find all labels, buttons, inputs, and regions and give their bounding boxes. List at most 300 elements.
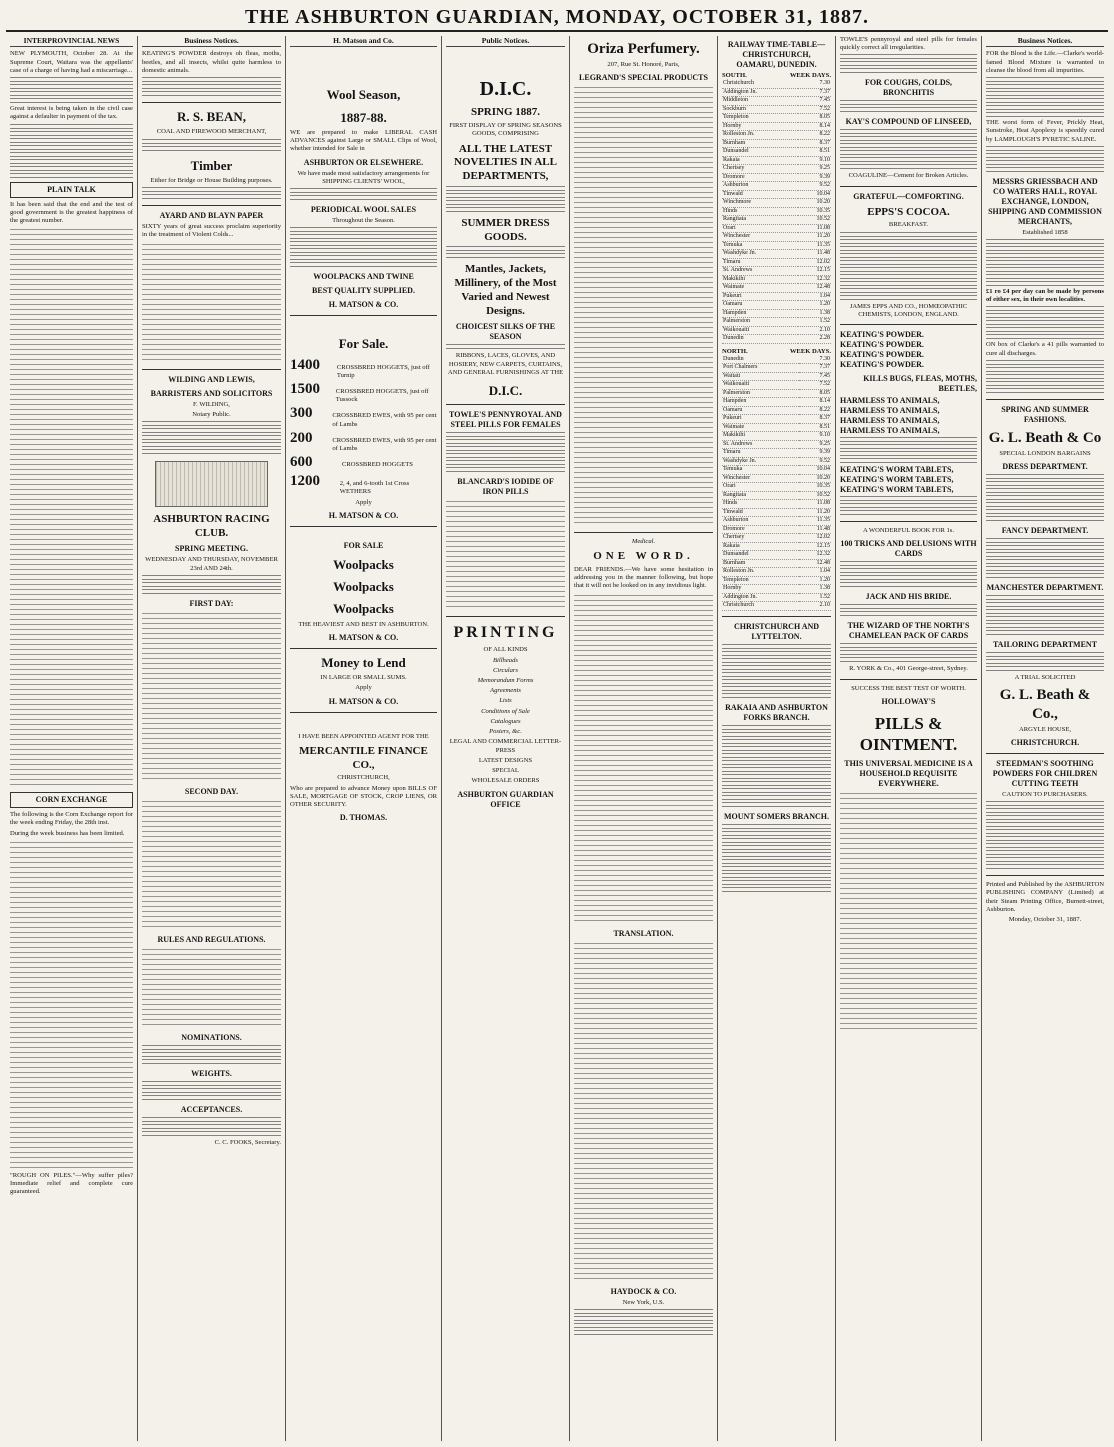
mercantile-heading: MERCANTILE FINANCE CO., xyxy=(299,744,428,771)
special-london: SPECIAL LONDON BARGAINS xyxy=(999,449,1091,457)
one-word-heading: ONE WORD. xyxy=(593,550,694,563)
station-name: Timaru xyxy=(722,449,799,458)
station-name: Christchurch xyxy=(722,80,798,88)
kays-heading: KAY'S COMPOUND OF LINSEED, xyxy=(845,117,972,127)
station-name: Hornby xyxy=(722,122,798,131)
sale-description: CROSSBRED EWES, with 95 per cent of Lambs xyxy=(332,436,437,453)
timetable-row xyxy=(722,551,831,560)
wholesale-text: WHOLESALE ORDERS xyxy=(471,777,540,785)
station-time: 7.30 xyxy=(798,80,831,88)
wilding-heading: WILDING AND LEWIS, xyxy=(168,374,255,384)
racing-horse-engraving xyxy=(155,461,268,507)
station-name: Winchester xyxy=(722,233,798,242)
latest-designs: LATEST DESIGNS xyxy=(478,756,533,764)
matson-signature: H. MATSON & CO. xyxy=(328,510,399,520)
station-name: Dunsandel xyxy=(722,148,798,157)
station-time: 10.20 xyxy=(798,199,831,208)
keating-line: KEATING'S POWDER. xyxy=(840,350,924,360)
timetable-row xyxy=(722,284,831,293)
special-text: SPECIAL xyxy=(492,767,519,775)
first-display: FIRST DISPLAY OF SPRING SEASONS GOODS, COMPRISING xyxy=(449,122,562,138)
beath-heading: G. L. Beath & Co xyxy=(988,429,1102,446)
timetable-row xyxy=(722,449,831,458)
station-name: Addington Jn. xyxy=(722,593,799,602)
timetable-row xyxy=(722,309,831,318)
station-name: Hornby xyxy=(722,585,799,594)
wilding-name: F. WILDING, xyxy=(193,400,230,408)
sale-quantity: 1200 xyxy=(290,473,320,490)
blood-notice: FOR the Blood is the Life.—Clarke's world-famed Blood Mixture is warranted to cleanse the blood from all impurities. xyxy=(986,50,1104,74)
for-sale-heading-2: FOR SALE xyxy=(343,540,384,550)
timetable-row xyxy=(722,423,831,432)
station-name: Dunsandel xyxy=(722,551,799,560)
secretary-signature: C. C. FOOKS, Secretary. xyxy=(214,1138,281,1146)
week-days-label: WEEK DAYS. xyxy=(789,72,831,79)
station-time: 8.05 xyxy=(799,389,832,398)
timetable-row xyxy=(722,406,831,415)
section-heading: INTERPROVINCIAL NEWS xyxy=(10,36,133,47)
station-name: Rakaia xyxy=(722,156,798,165)
station-time: 10.04 xyxy=(798,190,831,199)
timetable-row xyxy=(722,250,831,259)
wizard-heading: THE WIZARD OF THE NORTH'S CHAMELEAN PACK OF CARDS xyxy=(847,621,970,641)
timetable-row xyxy=(722,508,831,517)
station-time: 8.05 xyxy=(798,114,831,123)
timetable-row xyxy=(722,364,831,373)
keating-line: KEATING'S POWDER. xyxy=(840,360,924,370)
station-time: 10.04 xyxy=(799,466,832,475)
week-days-label: WEEK DAYS. xyxy=(789,347,831,355)
station-name: Winchester xyxy=(722,474,799,483)
bean-subtitle: COAL AND FIREWOOD MERCHANT, xyxy=(156,128,267,136)
station-name: Waikouaiti xyxy=(722,326,798,335)
wool-year: 1887-88. xyxy=(340,109,387,125)
station-time: 2.10 xyxy=(799,602,832,611)
christchurch-text: CHRISTCHURCH, xyxy=(337,774,390,782)
timetable-row xyxy=(722,182,831,191)
column-8 xyxy=(982,36,1108,1441)
station-time: 7.30 xyxy=(799,356,832,364)
medical-label: Medical. xyxy=(631,537,656,545)
railway-heading: RAILWAY TIME-TABLE—CHRISTCHURCH, OAMARU, DUNEDIN. xyxy=(727,40,826,69)
blancard-heading: BLANCARD'S IODIDE OF IRON PILLS xyxy=(457,477,554,497)
station-time: 11.48 xyxy=(799,525,832,534)
sale-row xyxy=(290,472,437,496)
haydock-heading: HAYDOCK & CO. xyxy=(610,1286,677,1296)
bean-name: R. S. BEAN, xyxy=(177,109,246,125)
imprint-date: Monday, October 31, 1887. xyxy=(1008,916,1082,924)
station-name: Palmerston xyxy=(722,389,799,398)
station-name: Hinds xyxy=(722,500,799,509)
keating-line: KEATING'S POWDER. xyxy=(840,340,924,350)
epps-heading: EPPS'S COCOA. xyxy=(867,205,950,218)
corn-exchange-heading: CORN EXCHANGE xyxy=(10,792,133,808)
station-name: Templeton xyxy=(722,576,799,585)
station-name: St. Andrews xyxy=(722,267,798,276)
universal-heading: THIS UNIVERSAL MEDICINE IS A HOUSEHOLD REQUISITE EVERYWHERE. xyxy=(844,759,973,789)
towle-heading: TOWLE'S PENNYROYAL AND STEEL PILLS FOR FEMALES xyxy=(449,410,562,430)
mantles-heading: Mantles, Jackets, Millinery, of the Most Varied and Newest Designs. xyxy=(454,263,557,317)
fancy-heading: FANCY DEPARTMENT. xyxy=(1001,525,1089,535)
plain-talk-heading: PLAIN TALK xyxy=(10,182,133,198)
periodical-text: Throughout the Season. xyxy=(332,217,395,225)
station-name: Dromore xyxy=(722,173,798,182)
imprint-text: Printed and Published by the ASHBURTON PUBLISHING COMPANY (Limited) at their Steam Printing Office, Burnett-street, Ashburton. xyxy=(986,881,1104,913)
dic-spring: SPRING 1887. xyxy=(470,106,541,119)
station-name: Winchmore xyxy=(722,199,798,208)
sale-quantity: 1500 xyxy=(290,381,320,397)
station-name: Rolleston Jn. xyxy=(722,131,798,140)
corn-paragraph: The following is the Corn Exchange report for the week ending Friday, the 28th inst. xyxy=(10,811,133,827)
news-paragraph: Great interest is being taken in the civil case against a defaulter in payment of the tax. xyxy=(10,105,133,121)
station-time: 1.04 xyxy=(798,292,831,301)
pills-ointment-heading: PILLS & OINTMENT. xyxy=(859,713,958,755)
station-name: St. Andrews xyxy=(722,440,799,449)
station-name: Palmerston xyxy=(722,318,798,327)
keating-notice: KEATING'S POWDER destroys oh fleas, moths, beetles, and all insects, whilst quite harmless to domestic animals. xyxy=(142,50,281,74)
timetable-row xyxy=(722,233,831,242)
station-name: Sockburn xyxy=(722,105,798,114)
timetable-row xyxy=(722,381,831,390)
one-word-paragraph: DEAR FRIENDS.—We have some hesitation in addressing you in the manner following, but hope that it will not be looked on in any invidious light. xyxy=(574,565,713,590)
station-time: 11.35 xyxy=(798,241,831,250)
sale-row xyxy=(290,429,437,453)
sale-description: CROSSBRED HOGGETS, just off Turnip xyxy=(336,363,430,379)
station-time: 10.52 xyxy=(799,491,832,500)
timetable-row xyxy=(722,542,831,551)
mercantile-paragraph: Who are prepared to advance Money upon BILLS OF SALE, MORTGAGE OF STOCK, CROP LIENS, OR OTHER SECURITY. xyxy=(290,784,437,808)
station-name: Orari xyxy=(722,224,798,233)
timetable-row xyxy=(722,500,831,509)
timetable-row xyxy=(722,207,831,216)
woolpacks-heading: Woolpacks xyxy=(333,579,394,595)
woolpacks-twine-heading: WOOLPACKS AND TWINE xyxy=(313,272,414,282)
wool-where: ASHBURTON OR ELSEWHERE. xyxy=(303,157,424,167)
translation-heading: TRANSLATION. xyxy=(613,928,674,938)
timetable-row xyxy=(722,122,831,131)
section-heading: Public Notices. xyxy=(446,36,565,47)
second-day-heading: SECOND DAY. xyxy=(184,786,239,796)
established-text: Established 1858 xyxy=(1022,228,1068,236)
station-time: 11.08 xyxy=(799,500,832,509)
station-time: 11.48 xyxy=(798,250,831,259)
station-time: 10.35 xyxy=(798,207,831,216)
timetable-row xyxy=(722,415,831,424)
sale-quantity: 300 xyxy=(290,405,313,422)
station-time: 8.22 xyxy=(798,131,831,140)
timetable-row xyxy=(722,389,831,398)
sale-description: CROSSBRED EWES, with 95 per cent of Lambs xyxy=(332,412,437,428)
sale-description: CROSSBRED HOGGETS xyxy=(342,461,413,469)
haydock-address: New York, U.S. xyxy=(622,1298,665,1306)
station-name: Pukeuri xyxy=(722,415,799,424)
latest-novelties: ALL THE LATEST NOVELTIES IN ALL DEPARTMENTS, xyxy=(454,142,557,183)
station-name: Waimate xyxy=(722,284,798,293)
sale-quantity: 200 xyxy=(290,429,313,446)
sale-row xyxy=(290,453,437,472)
trial-text: A TRIAL SOLICITED xyxy=(1014,673,1076,681)
oriza-address: 207, Rue St. Honoré, Paris, xyxy=(607,60,680,68)
station-name: Pukeuri xyxy=(722,292,798,301)
plain-talk-paragraph: It has been said that the end and the test of good government is the greatest happiness of the greatest number. xyxy=(10,200,133,225)
timetable-row xyxy=(722,534,831,543)
breakfast-label: BREAKFAST. xyxy=(888,221,929,229)
station-time: 8.51 xyxy=(799,423,832,432)
harmless-line: HARMLESS TO ANIMALS, xyxy=(840,416,940,426)
station-name: Templeton xyxy=(722,114,798,123)
thomas-signature: D. THOMAS. xyxy=(339,813,388,823)
timetable-row xyxy=(722,335,831,344)
woolpacks-heading: Woolpacks xyxy=(333,556,394,572)
clarke-notice: ON box of Clarke's a 41 pills warranted to cure all discharges. xyxy=(986,341,1104,357)
timetable-row xyxy=(722,568,831,577)
timetable-row xyxy=(722,432,831,441)
station-name: Oamaru xyxy=(722,301,798,310)
wool-results: We have made most satisfactory arrangements for SHIPPING CLIENTS' WOOL, xyxy=(297,169,430,185)
station-name: Timaru xyxy=(722,258,798,267)
timetable-row xyxy=(722,190,831,199)
print-item: Circulars xyxy=(492,666,519,674)
harmless-line: HARMLESS TO ANIMALS, xyxy=(840,406,940,416)
station-time: 1.52 xyxy=(799,593,832,602)
station-name: Port Chalmers xyxy=(722,364,799,373)
north-label: NORTH. xyxy=(722,347,748,355)
legal-text: LEGAL AND COMMERCIAL LETTER-PRESS xyxy=(449,738,562,754)
sale-description: CROSSBRED HOGGETS, just off Tussock xyxy=(335,388,429,404)
timetable-row xyxy=(722,292,831,301)
oriza-heading: Oriza Perfumery. xyxy=(587,41,700,57)
station-time: 9.10 xyxy=(799,432,832,441)
station-time: 12.02 xyxy=(799,534,832,543)
timetable-row xyxy=(722,440,831,449)
timetable-row xyxy=(722,258,831,267)
timetable-row xyxy=(722,318,831,327)
fever-notice: THE worst form of Fever, Prickly Heat, Sunstroke, Heat Apoplexy is speedily cured by LAMPLOUGH'S PYRETIC SALINE. xyxy=(986,119,1104,143)
station-name: Chertsey xyxy=(722,165,798,174)
print-items-list xyxy=(446,657,565,737)
timetable-row xyxy=(722,301,831,310)
station-name: Hampden xyxy=(722,309,798,318)
sale-row xyxy=(290,356,437,380)
heaviest-text: THE HEAVIEST AND BEST IN ASHBURTON. xyxy=(298,620,429,628)
station-name: Temuka xyxy=(722,466,799,475)
timetable-row xyxy=(722,241,831,250)
silks-heading: CHOICEST SILKS OF THE SEASON xyxy=(455,322,556,342)
timetable-row xyxy=(722,457,831,466)
station-time: 9.25 xyxy=(799,440,832,449)
timetable-row xyxy=(722,131,831,140)
matson-signature: H. MATSON & CO. xyxy=(328,632,399,642)
rules-heading: RULES AND REGULATIONS. xyxy=(157,934,266,944)
station-time: 7.37 xyxy=(798,88,831,97)
timetable-row xyxy=(722,88,831,97)
station-time: 1.38 xyxy=(799,585,832,594)
ayard-paragraph: SIXTY years of great success proclaim superiority in the treatment of Violent Colds... xyxy=(142,223,281,239)
station-time: 9.39 xyxy=(798,173,831,182)
timetable-row xyxy=(722,80,831,88)
south-label: SOUTH. xyxy=(722,72,747,79)
kills-heading: KILLS BUGS, FLEAS, MOTHS, BEETLES, xyxy=(863,374,977,394)
station-name: Temuka xyxy=(722,241,798,250)
timetable-south xyxy=(722,80,831,344)
timetable-row xyxy=(722,148,831,157)
station-time: 12.32 xyxy=(799,551,832,560)
sale-row xyxy=(290,404,437,428)
timetable-row xyxy=(722,224,831,233)
epps-company: JAMES EPPS AND CO., HOMŒOPATHIC CHEMISTS, LONDON, ENGLAND. xyxy=(849,302,968,318)
station-time: 1.20 xyxy=(799,576,832,585)
section-heading: Business Notices. xyxy=(142,36,281,47)
dress-heading: DRESS DEPARTMENT. xyxy=(1002,461,1088,471)
timetable-row xyxy=(722,139,831,148)
station-time: 1.20 xyxy=(798,301,831,310)
station-name: Waikouaiti xyxy=(722,381,799,390)
appointed-text: I HAVE BEEN APPOINTED AGENT FOR THE xyxy=(298,732,429,740)
timetable-row xyxy=(722,156,831,165)
keating-lines xyxy=(840,330,977,370)
income-notice: £1 ro £4 per day can be made by persons of either sex, in their own localities. xyxy=(986,288,1104,304)
station-name: Christchurch xyxy=(722,602,799,611)
station-time: 12.15 xyxy=(799,542,832,551)
column-4 xyxy=(442,36,570,1441)
station-time: 1.04 xyxy=(799,568,832,577)
timetable-north xyxy=(722,356,831,611)
print-item: Catalogues xyxy=(490,717,521,725)
mount-somers-heading: MOUNT SOMERS BRANCH. xyxy=(724,811,829,821)
timetable-row xyxy=(722,173,831,182)
timetable-row xyxy=(722,474,831,483)
station-name: Oamaru xyxy=(722,406,799,415)
jack-heading: JACK AND HIS BRIDE. xyxy=(865,592,952,602)
station-time: 10.20 xyxy=(799,474,832,483)
station-time: 9.25 xyxy=(798,165,831,174)
success-text: SUCCESS THE BEST TEST OF WORTH. xyxy=(851,684,966,692)
ch-lyttelton-heading: CHRISTCHURCH AND LYTTELTON. xyxy=(733,621,820,641)
timetable-row xyxy=(722,97,831,106)
station-name: Ashburton xyxy=(722,517,799,526)
towle-notice: TOWLE'S pennyroyal and steel pills for females quickly correct all irregularities. xyxy=(840,36,977,52)
station-time: 9.39 xyxy=(799,449,832,458)
section-heading: H. Matson and Co. xyxy=(290,36,437,47)
column-6 xyxy=(718,36,836,1441)
station-name: Hinds xyxy=(722,207,798,216)
station-time: 7.45 xyxy=(798,97,831,106)
station-name: Addington Jn. xyxy=(722,88,798,97)
station-name: Washdyke Jn. xyxy=(722,250,798,259)
for-sale-heading: For Sale. xyxy=(338,336,389,352)
timetable-row xyxy=(722,491,831,500)
station-time: 7.37 xyxy=(799,364,832,373)
station-time: 12.02 xyxy=(798,258,831,267)
station-time: 9.52 xyxy=(798,182,831,191)
news-paragraph: NEW PLYMOUTH, October 28. At the Supreme Court, Waitara was the appellants' case of a charge of having had a miscarriage... xyxy=(10,50,133,74)
legrand-heading: LEGRAND'S SPECIAL PRODUCTS xyxy=(579,72,708,82)
wonderful-book: A WONDERFUL BOOK FOR 1s. xyxy=(862,527,955,535)
summer-dress: SUMMER DRESS GOODS. xyxy=(461,216,550,243)
station-time: 10.35 xyxy=(799,483,832,492)
caution-heading: CAUTION TO PURCHASERS. xyxy=(1002,790,1088,798)
york-address: R. YORK & Co., 401 George-street, Sydney. xyxy=(849,665,968,673)
station-time: 7.52 xyxy=(798,105,831,114)
wool-paragraph: WE are prepared to make LIBERAL CASH ADVANCES against Large or SMALL Clips of Wool, whether intended for Sale in xyxy=(290,128,437,153)
wool-season-heading: Wool Season, xyxy=(326,87,401,103)
station-time: 12.32 xyxy=(798,275,831,284)
section-heading: Business Notices. xyxy=(986,36,1104,47)
timetable-row xyxy=(722,326,831,335)
coughs-heading: FOR COUGHS, COLDS, BRONCHITIS xyxy=(864,78,953,98)
station-time: 10.52 xyxy=(798,216,831,225)
timetable-row xyxy=(722,114,831,123)
station-name: Dromore xyxy=(722,525,799,534)
station-name: Dunedin xyxy=(722,335,798,344)
first-day-heading: FIRST DAY: xyxy=(189,598,234,608)
station-name: Hampden xyxy=(722,398,799,407)
tailoring-heading: TAILORING DEPARTMENT xyxy=(992,639,1098,649)
sale-row xyxy=(290,380,437,404)
grateful-heading: GRATEFUL—COMFORTING. xyxy=(853,191,964,201)
woolpacks-heading: Woolpacks xyxy=(333,601,394,617)
griessbach-heading: MESSRS GRIESSBACH AND CO WATERS HALL, ROYAL EXCHANGE, LONDON, SHIPPING AND COMMISSION MERCHANTS, xyxy=(988,176,1102,226)
station-time: 8.22 xyxy=(799,406,832,415)
print-item: Agreements xyxy=(490,687,521,695)
column-2 xyxy=(138,36,286,1441)
periodical-heading: PERIODICAL WOOL SALES xyxy=(310,205,417,215)
manchester-heading: MANCHESTER DEPARTMENT. xyxy=(986,582,1104,592)
printing-heading: PRINTING xyxy=(453,624,558,642)
timetable-row xyxy=(722,585,831,594)
station-time: 11.20 xyxy=(799,508,832,517)
station-time: 12.15 xyxy=(798,267,831,276)
timetable-row xyxy=(722,517,831,526)
station-name: Burnham xyxy=(722,559,799,568)
column-3 xyxy=(286,36,442,1441)
worm-tablet-line: KEATING'S WORM TABLETS, xyxy=(840,485,954,495)
column-1 xyxy=(6,36,138,1441)
print-item: Memorandum Forms xyxy=(477,677,534,684)
weights-heading: WEIGHTS. xyxy=(191,1068,232,1078)
timetable-row xyxy=(722,602,831,611)
timetable-row xyxy=(722,216,831,225)
timetable-row xyxy=(722,105,831,114)
timetable-row xyxy=(722,525,831,534)
station-name: Rangitata xyxy=(722,491,799,500)
print-item: Conditions of Sale xyxy=(481,707,530,715)
timetable-row xyxy=(722,593,831,602)
dic-heading: D.I.C. xyxy=(479,78,532,101)
timetable-row xyxy=(722,165,831,174)
station-time: 2.28 xyxy=(798,335,831,344)
tricks-heading: 100 TRICKS AND DELUSIONS WITH CARDS xyxy=(840,539,977,559)
station-name: Rolleston Jn. xyxy=(722,568,799,577)
worm-tablet-line: KEATING'S WORM TABLETS, xyxy=(840,475,954,485)
station-time: 9.10 xyxy=(798,156,831,165)
race-dates: WEDNESDAY AND THURSDAY, NOVEMBER 23rd AND 24th. xyxy=(145,556,278,572)
spring-meeting-heading: SPRING MEETING. xyxy=(175,544,248,554)
rakaia-heading: RAKAIA AND ASHBURTON FORKS BRANCH. xyxy=(725,702,828,722)
station-time: 8.37 xyxy=(799,415,832,424)
money-sub: IN LARGE OR SMALL SUMS. xyxy=(320,674,407,682)
timetable-row xyxy=(722,372,831,381)
station-name: Rangitata xyxy=(722,216,798,225)
ribbons-text: RIBBONS, LACES, GLOVES, AND HOSIERY, NEW CARPETS, CURTAINS, AND GENERAL FURNISHINGS AT THE xyxy=(447,352,564,376)
timetable-row xyxy=(722,267,831,276)
timetable-row xyxy=(722,398,831,407)
matson-signature: H. MATSON & CO. xyxy=(328,300,399,310)
sale-list xyxy=(290,356,437,497)
best-quality-heading: BEST QUALITY SUPPLIED. xyxy=(312,286,415,296)
keating-line: KEATING'S POWDER. xyxy=(840,330,924,340)
station-time: 11.20 xyxy=(798,233,831,242)
